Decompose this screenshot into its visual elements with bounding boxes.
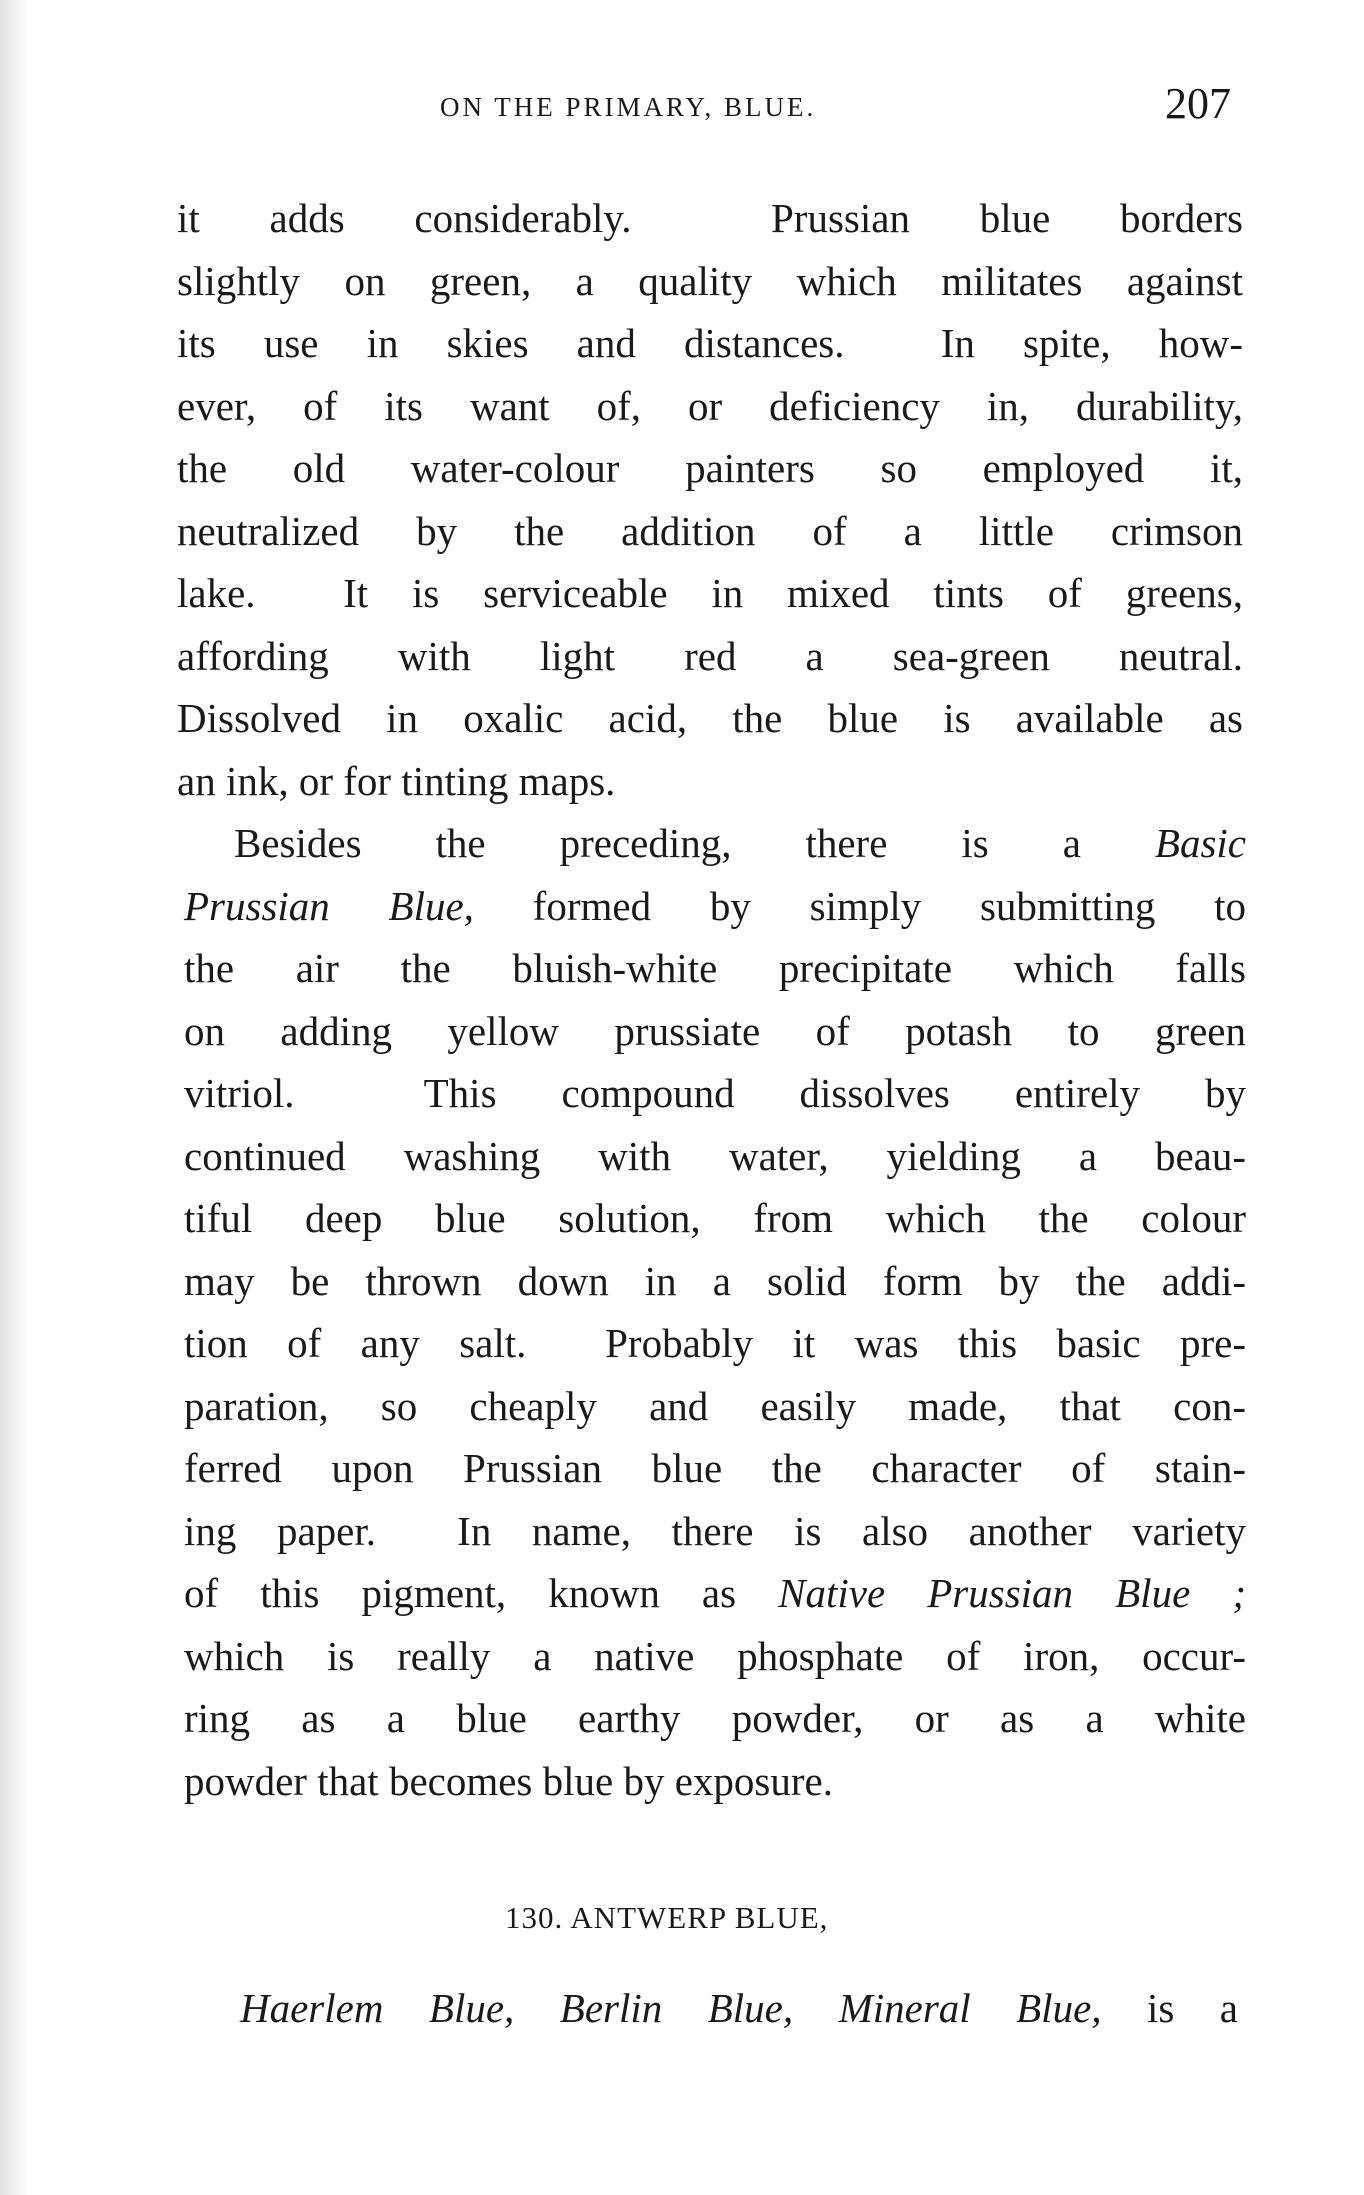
text-segment: neutralized by the addition of a little crimson <box>177 507 1243 554</box>
text-segment: powder that becomes blue by exposure. <box>184 1757 833 1804</box>
text-segment <box>514 1985 559 2031</box>
text-line <box>184 1253 1246 1309</box>
text-line <box>184 1440 1246 1496</box>
text-segment: may be thrown down in a solid form by the addi- <box>184 1257 1246 1304</box>
italic-text: Mineral Blue, <box>838 1985 1102 2031</box>
text-segment: ever, of its want of, or deficiency in, durability, <box>177 382 1243 429</box>
italic-text: Berlin Blue, <box>559 1985 794 2031</box>
text-line <box>177 253 1243 309</box>
page-number: 207 <box>1165 79 1231 128</box>
section-heading: 130. ANTWERP BLUE, <box>505 1900 829 1935</box>
text-line <box>184 1003 1246 1059</box>
text-segment: ferred upon Prussian blue the character of stain- <box>184 1445 1246 1491</box>
text-line <box>177 315 1243 371</box>
text-segment: its use in skies and distances. In spite, how- <box>177 320 1243 366</box>
text-line <box>184 940 1246 996</box>
text-segment: tion of any salt. Probably it was this basic pre- <box>184 1320 1246 1366</box>
running-title: ON THE PRIMARY, BLUE. <box>440 92 817 122</box>
text-line <box>184 1378 1246 1434</box>
text-segment: formed by simply submitting to <box>473 882 1247 929</box>
text-line <box>240 1980 1238 2036</box>
text-segment: ring as a blue earthy powder, or as a white <box>184 1695 1246 1741</box>
text-line <box>184 1128 1246 1184</box>
text-line <box>184 1503 1246 1559</box>
text-line <box>177 753 1243 809</box>
text-line <box>184 1065 1246 1121</box>
text-line <box>177 190 1243 246</box>
text-line <box>177 628 1243 684</box>
text-segment: ing paper. In name, there is also another variety <box>184 1507 1246 1554</box>
italic-text: Native Prussian Blue ; <box>778 1570 1246 1616</box>
text-segment: paration, so cheaply and easily made, that con- <box>184 1382 1246 1429</box>
text-segment <box>793 1985 838 2031</box>
text-line <box>184 1690 1246 1746</box>
text-segment: the old water-colour painters so employed it, <box>177 445 1243 491</box>
text-line <box>184 1565 1246 1621</box>
text-segment: which is really a native phosphate of iron, occur- <box>184 1632 1246 1679</box>
italic-text: Basic <box>1154 820 1246 866</box>
text-segment: vitriol. This compound dissolves entirely by <box>184 1070 1246 1116</box>
text-segment: the air the bluish-white precipitate which falls <box>184 945 1246 991</box>
italic-text: Haerlem Blue, <box>240 1985 515 2031</box>
text-line <box>177 440 1243 496</box>
text-line <box>184 1190 1246 1246</box>
text-segment: Dissolved in oxalic acid, the blue is available as <box>177 695 1243 741</box>
text-segment: of this pigment, known as <box>184 1570 779 1616</box>
text-line <box>184 1628 1246 1684</box>
text-line <box>177 690 1243 746</box>
text-segment: affording with light red a sea-green neutral. <box>177 632 1243 679</box>
text-segment: lake. It is serviceable in mixed tints of greens, <box>177 570 1243 616</box>
text-line <box>177 565 1243 621</box>
text-line <box>177 503 1243 559</box>
text-segment: tiful deep blue solution, from which the colour <box>184 1195 1246 1241</box>
italic-text: Prussian Blue, <box>184 882 474 929</box>
text-segment: on adding yellow prussiate of potash to green <box>184 1007 1246 1054</box>
text-segment: continued washing with water, yielding a beau- <box>184 1132 1246 1179</box>
text-segment: Besides the preceding, there is a <box>234 820 1155 866</box>
text-line <box>234 815 1246 871</box>
text-line <box>184 878 1246 934</box>
text-segment: slightly on green, a quality which militates against <box>177 257 1243 304</box>
text-segment: is a <box>1101 1985 1238 2031</box>
text-segment: an ink, or for tinting maps. <box>177 757 616 804</box>
scan-edge-shadow <box>0 0 40 2195</box>
text-segment: it adds considerably. Prussian blue borders <box>177 195 1243 241</box>
text-line <box>184 1753 1246 1809</box>
text-line <box>177 378 1243 434</box>
text-line <box>184 1315 1246 1371</box>
